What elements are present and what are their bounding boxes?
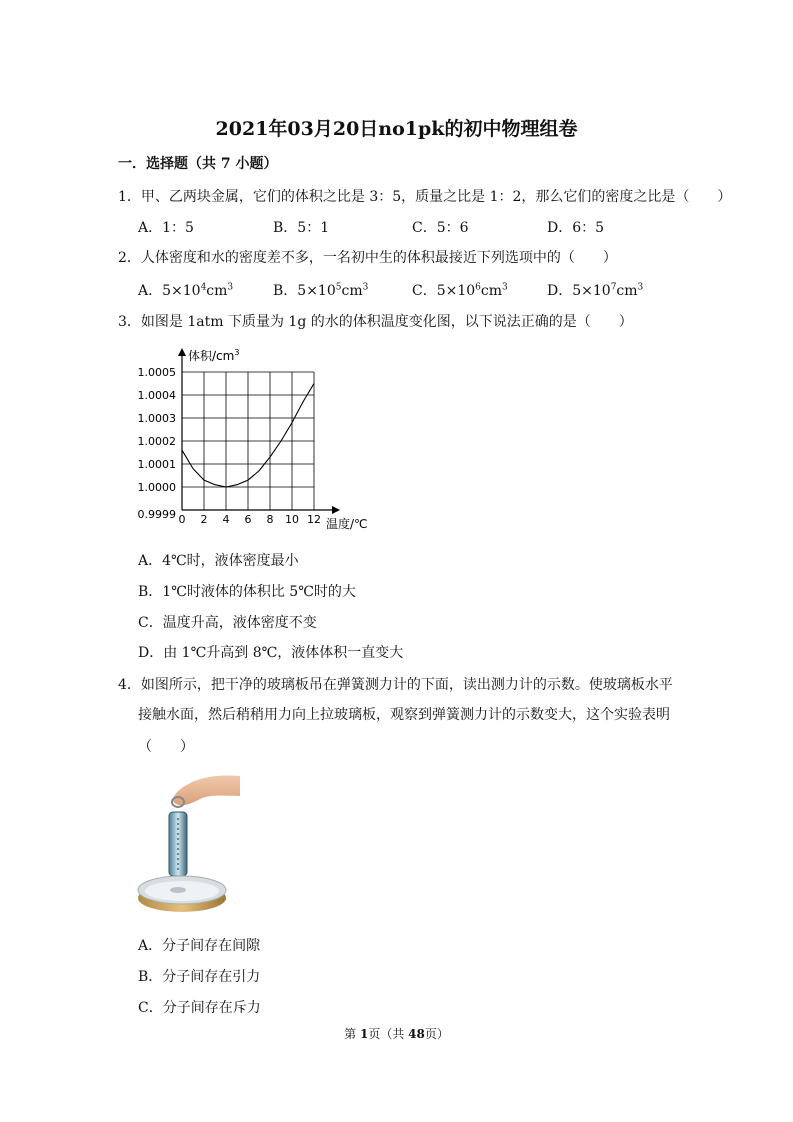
y-tick-label: 1.0003	[137, 412, 176, 425]
page-footer: 第 1页（共 48页）	[344, 1027, 449, 1041]
section-heading: 一．选择题（共 7 小题）	[118, 156, 278, 172]
q2-option-b: B．$5\times 10^5cm^3$	[273, 282, 369, 299]
glass-plate	[170, 887, 186, 893]
q2-option-c: C．$5\times 10^6cm^3$	[412, 282, 508, 299]
q4-option-c: C．分子间存在斥力	[138, 1000, 261, 1016]
q1-option-d: D．6：5	[547, 220, 605, 236]
chart-grid	[182, 372, 314, 510]
y-tick-label: 0.9999	[137, 508, 176, 521]
chart-x-label: 温度/℃	[326, 517, 368, 531]
spring-scale-photo	[136, 772, 240, 916]
question-4-line-2: 接触水面，然后稍稍用力向上拉玻璃板，观察到弹簧测力计的示数变大，这个实验表明	[138, 707, 670, 723]
q2-option-a: A．$5\times 10^4cm^3$	[138, 282, 234, 299]
question-3-text: 3．如图是 1atm 下质量为 1g 的水的体积温度变化图，以下说法正确的是（ ）	[118, 314, 633, 330]
question-4-line-1: 4．如图所示，把干净的玻璃板吊在弹簧测力计的下面，读出测力计的示数。使玻璃板水平	[118, 677, 673, 693]
question-4-line-3: （ ）	[138, 739, 194, 755]
y-tick-label: 1.0004	[137, 389, 176, 402]
y-axis-arrow	[178, 348, 186, 356]
volume-temperature-chart	[128, 342, 378, 536]
q3-option-b: B．1℃时液体的体积比 5℃时的大	[138, 584, 356, 600]
x-tick-label: 12	[307, 513, 321, 526]
x-axis-arrow	[332, 506, 340, 514]
chart-y-ticks	[138, 366, 177, 521]
x-tick-label: 10	[285, 513, 299, 526]
x-tick-label: 0	[178, 513, 186, 526]
chart-y-label: 体积$/cm^3$	[188, 348, 240, 363]
chart-x-ticks	[179, 513, 322, 526]
q2-option-d: D．$5\times 10^7cm^3$	[547, 282, 644, 299]
x-tick-label: 6	[244, 513, 252, 526]
y-tick-label: 1.0000	[137, 481, 176, 494]
question-2-text: 2．人体密度和水的密度差不多，一名初中生的体积最接近下列选项中的（ ）	[118, 250, 617, 266]
x-tick-label: 2	[200, 513, 208, 526]
q4-option-a: A．分子间存在间隙	[138, 938, 261, 954]
x-tick-label: 8	[266, 513, 274, 526]
q3-option-d: D．由 1℃升高到 8℃，液体体积一直变大	[138, 645, 404, 661]
q4-option-b: B．分子间存在引力	[138, 969, 261, 985]
q1-option-a: A．1：5	[138, 220, 194, 236]
q1-option-b: B．5：1	[273, 220, 330, 236]
y-tick-label: 1.0001	[137, 458, 176, 471]
y-tick-label: 1.0002	[137, 435, 176, 448]
page-title: 2021年03月20日no1pk的初中物理组卷	[215, 118, 578, 140]
question-1-text: 1．甲、乙两块金属，它们的体积之比是 3：5，质量之比是 1：2，那么它们的密度之比是（ ）	[118, 189, 732, 205]
x-tick-label: 4	[222, 513, 230, 526]
chart-axes	[178, 348, 340, 514]
q3-option-c: C．温度升高，液体密度不变	[138, 615, 317, 631]
q3-option-a: A．4℃时，液体密度最小	[138, 553, 299, 569]
y-tick-label: 1.0005	[137, 366, 176, 379]
q1-option-c: C．5：6	[412, 220, 469, 236]
